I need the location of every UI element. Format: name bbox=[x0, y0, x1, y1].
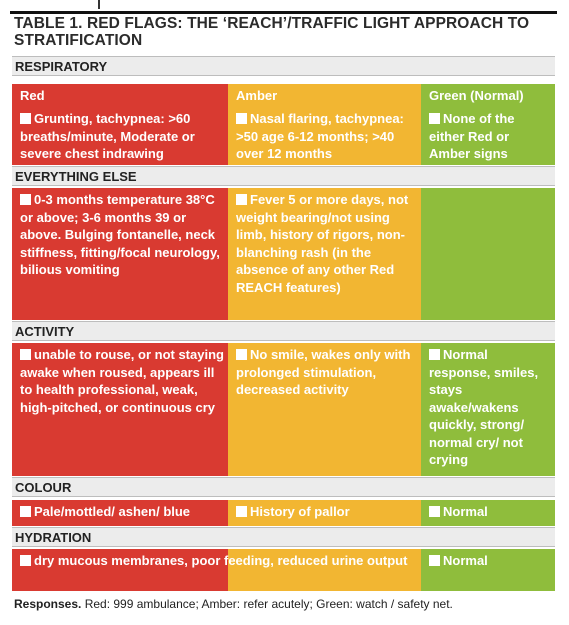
respiratory-red-cell bbox=[12, 107, 228, 165]
everything-else-red-cell bbox=[12, 188, 228, 320]
activity-amber-item: No smile, wakes only with prolonged stimulation, decreased activity bbox=[236, 347, 411, 397]
everything-else-red-item: 0-3 months temperature 38°C or above; 3-6 months 39 or above. Bulging fontanelle, neck stiffness, fitting/focal neurology, bilious vomiting bbox=[20, 192, 220, 277]
hydration-green-cell bbox=[421, 549, 555, 591]
colour-amber-cell bbox=[228, 500, 421, 526]
bullet-box-icon bbox=[20, 555, 31, 566]
bullet-box-icon bbox=[429, 555, 440, 566]
respiratory-red-item: Grunting, tachypnea: >60 breaths/minute, Moderate or severe chest indrawing bbox=[20, 111, 195, 161]
hydration-red-cell bbox=[12, 549, 408, 591]
section-everything-else: EVERYTHING ELSE bbox=[12, 166, 555, 186]
everything-else-green-cell bbox=[421, 188, 555, 320]
responses-label: Responses. bbox=[14, 597, 82, 611]
bullet-box-icon bbox=[429, 113, 440, 124]
column-header-green: Green (Normal) bbox=[421, 84, 555, 107]
bullet-box-icon bbox=[429, 349, 440, 360]
section-hydration: HYDRATION bbox=[12, 527, 555, 547]
colour-red-cell bbox=[12, 500, 228, 526]
responses-text: Red: 999 ambulance; Amber: refer acutely; Green: watch / safety net. bbox=[84, 597, 453, 611]
column-header-red: Red bbox=[12, 84, 228, 107]
activity-green-cell bbox=[421, 343, 555, 476]
bullet-box-icon bbox=[236, 194, 247, 205]
activity-amber-cell bbox=[228, 343, 421, 476]
bullet-box-icon bbox=[429, 506, 440, 517]
section-activity: ACTIVITY bbox=[12, 321, 555, 341]
column-header-amber: Amber bbox=[228, 84, 421, 107]
colour-red-item: Pale/mottled/ ashen/ blue bbox=[20, 503, 224, 521]
respiratory-green-item: None of the either Red or Amber signs bbox=[429, 111, 515, 161]
bullet-box-icon bbox=[236, 113, 247, 124]
respiratory-amber-cell bbox=[228, 107, 421, 165]
top-rule-bar bbox=[0, 0, 569, 14]
hydration-green-item: Normal bbox=[429, 552, 551, 570]
activity-green-item: Normal response, smiles, stays awake/wakens quickly, strong/ normal cry/ not crying bbox=[429, 347, 539, 467]
colour-green-cell bbox=[421, 500, 555, 526]
hydration-red-item: dry mucous membranes, poor feeding, reduced urine output bbox=[20, 552, 420, 570]
everything-else-amber-cell bbox=[228, 188, 421, 320]
table-title: TABLE 1. RED FLAGS: THE ‘REACH’/TRAFFIC LIGHT APPROACH TO STRATIFICATION bbox=[14, 15, 530, 49]
section-respiratory: RESPIRATORY bbox=[12, 56, 555, 76]
section-colour: COLOUR bbox=[12, 477, 555, 497]
bullet-box-icon bbox=[236, 349, 247, 360]
bullet-box-icon bbox=[236, 506, 247, 517]
respiratory-amber-item: Nasal flaring, tachypnea: >50 age 6-12 months; >40 over 12 months bbox=[236, 111, 404, 161]
bullet-box-icon bbox=[20, 506, 31, 517]
colour-green-item: Normal bbox=[429, 503, 551, 521]
bullet-box-icon bbox=[20, 349, 31, 360]
bullet-box-icon bbox=[20, 113, 31, 124]
colour-amber-item: History of pallor bbox=[236, 503, 417, 521]
title-top-rule bbox=[10, 11, 557, 14]
everything-else-amber-item: Fever 5 or more days, not weight bearing/not using limb, history of rigors, non-blanching rash (in the absence of any other Red REACH features) bbox=[236, 192, 409, 295]
header-divider-mark bbox=[98, 0, 100, 9]
activity-red-item: unable to rouse, or not staying awake when roused, appears ill to health professional, weak, high-pitched, or continuous cry bbox=[20, 347, 224, 415]
bullet-box-icon bbox=[20, 194, 31, 205]
respiratory-green-cell bbox=[421, 107, 555, 165]
activity-red-cell bbox=[12, 343, 228, 476]
responses-note bbox=[14, 597, 559, 611]
